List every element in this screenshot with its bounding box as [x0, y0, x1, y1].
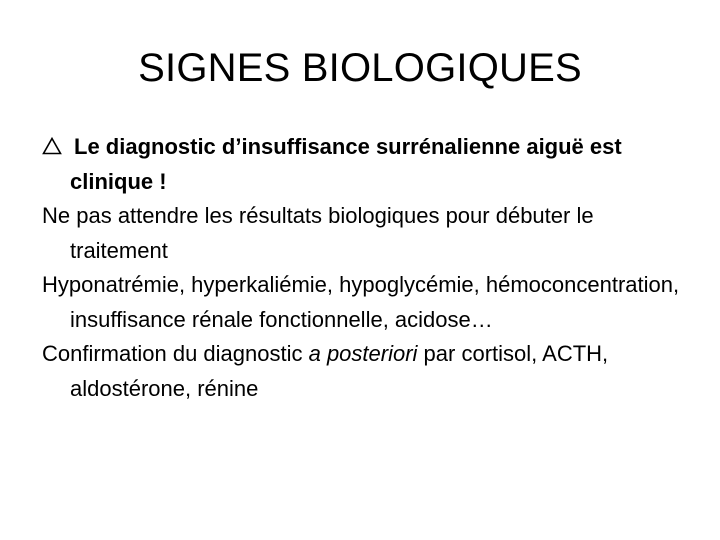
paragraph-confirmation	[42, 337, 692, 406]
slide-title: SIGNES BIOLOGIQUES	[138, 46, 582, 90]
paragraph-text: Ne pas attendre les résultats biologiques pour débuter le traitement	[42, 203, 594, 263]
paragraph-text-before: Confirmation du diagnostic	[42, 341, 309, 366]
triangle-outline-icon	[42, 137, 64, 155]
paragraph-text: Hyponatrémie, hyperkaliémie, hypoglycémie, hémoconcentration, insuffisance rénale fonctionnelle, acidose…	[42, 272, 680, 332]
paragraph-do-not-wait	[42, 199, 692, 268]
paragraph-lab-findings	[42, 268, 692, 337]
paragraph-text-after: par cortisol, ACTH, aldostérone, rénine	[70, 341, 609, 401]
slide-body	[42, 130, 692, 406]
paragraph-text: Le diagnostic d’insuffisance surrénalienne aiguë est clinique !	[70, 134, 622, 194]
paragraph-clinical-diagnosis	[42, 130, 692, 199]
paragraph-text-italic: a posteriori	[308, 341, 418, 366]
